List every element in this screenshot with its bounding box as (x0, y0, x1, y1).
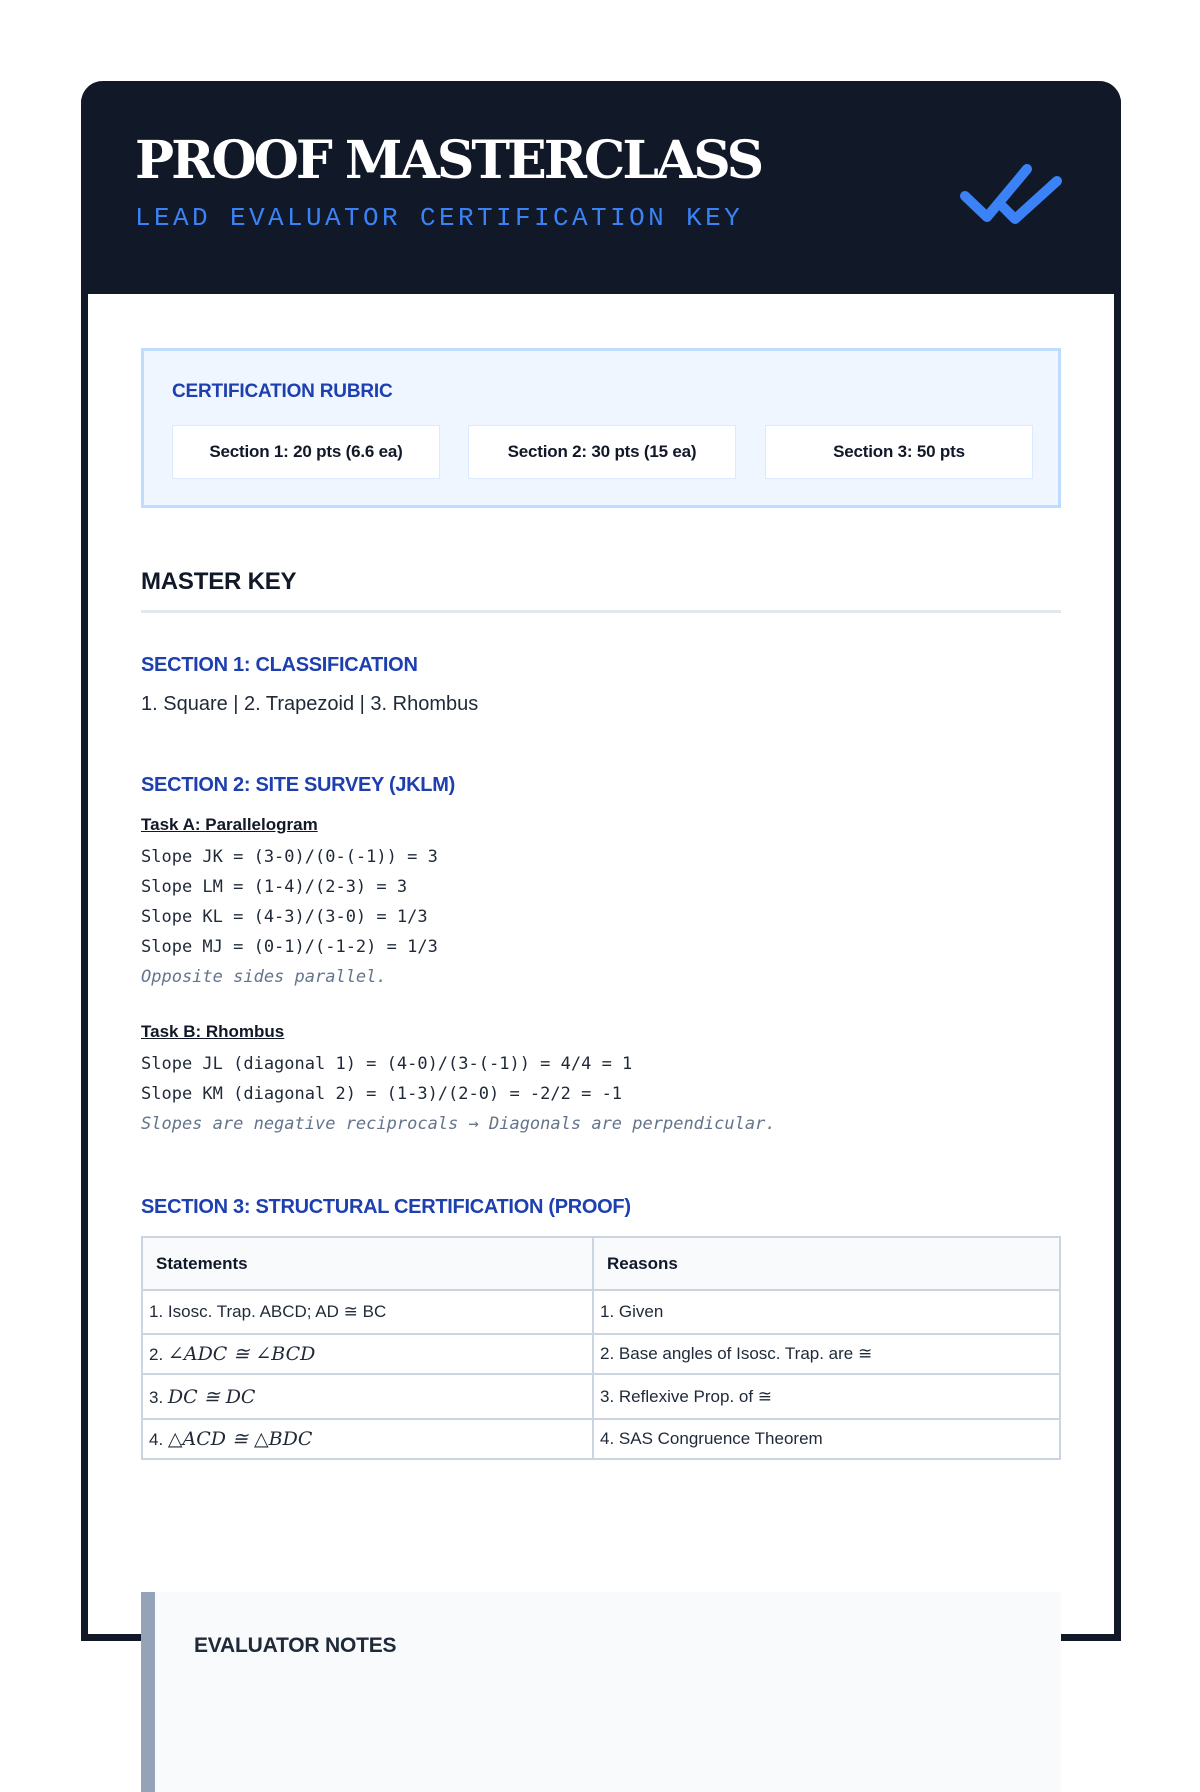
section-2-title: SECTION 2: SITE SURVEY (JKLM) (141, 774, 455, 796)
reason-cell: 2. Base angles of Isosc. Trap. are ≅ (593, 1334, 1060, 1374)
task-b-label: Task B: Rhombus (141, 1022, 285, 1041)
section-1-answers: 1. Square | 2. Trapezoid | 3. Rhombus (141, 693, 479, 715)
table-row (142, 1374, 1060, 1419)
statement-number: 2. (149, 1345, 164, 1364)
evaluator-notes (141, 1592, 1061, 1792)
statement-cell (142, 1374, 593, 1419)
task-a-label: Task A: Parallelogram (141, 815, 318, 834)
table-row (142, 1419, 1060, 1459)
rubric-item-section-2: Section 2: 30 pts (15 ea) (468, 425, 736, 479)
double-check-icon (961, 151, 1071, 231)
statement-cell (142, 1419, 593, 1459)
page-title: PROOF MASTERCLASS (135, 130, 762, 191)
task-a-line: Slope LM = (1-4)/(2-3) = 3 (141, 877, 408, 897)
certification-rubric (141, 348, 1061, 508)
statement-cell (142, 1290, 593, 1334)
statements-header: Statements (142, 1237, 593, 1290)
table-row (142, 1334, 1060, 1374)
proof-header-row (142, 1237, 1060, 1290)
task-a-note: Opposite sides parallel. (141, 967, 387, 987)
rubric-item-section-3: Section 3: 50 pts (765, 425, 1033, 479)
statement-number: 4. (149, 1430, 164, 1449)
task-a-line: Slope KL = (4-3)/(3-0) = 1/3 (141, 907, 428, 927)
statement-cell (142, 1334, 593, 1374)
proof-table (141, 1236, 1061, 1460)
task-b-line: Slope KM (diagonal 2) = (1-3)/(2-0) = -2/2 = -1 (141, 1084, 623, 1104)
reason-cell: 3. Reflexive Prop. of ≅ (593, 1374, 1060, 1419)
section-1-title: SECTION 1: CLASSIFICATION (141, 654, 418, 676)
statement-number: 1. (149, 1302, 164, 1321)
task-a-line: Slope MJ = (0-1)/(-1-2) = 1/3 (141, 937, 438, 957)
task-b-line: Slope JL (diagonal 1) = (4-0)/(3-(-1)) = 4/4 = 1 (141, 1054, 633, 1074)
table-row (142, 1290, 1060, 1334)
header-banner (81, 81, 1121, 294)
reason-cell: 1. Given (593, 1290, 1060, 1334)
reasons-header: Reasons (593, 1237, 1060, 1290)
rubric-title: CERTIFICATION RUBRIC (172, 381, 393, 402)
divider (141, 610, 1061, 613)
reason-cell: 4. SAS Congruence Theorem (593, 1419, 1060, 1459)
evaluator-notes-title: EVALUATOR NOTES (194, 1634, 397, 1657)
statement-text: Isosc. Trap. ABCD; AD ≅ BC (167, 1302, 387, 1321)
master-key-heading: MASTER KEY (141, 568, 297, 595)
page-subtitle: LEAD EVALUATOR CERTIFICATION KEY (135, 203, 744, 233)
statement-text: ∠ADC ≅ ∠BCD (167, 1343, 316, 1365)
answer-key-card (81, 81, 1121, 1657)
statement-number: 3. (149, 1387, 164, 1407)
section-3-title: SECTION 3: STRUCTURAL CERTIFICATION (PROOF) (141, 1196, 631, 1218)
task-b-note: Slopes are negative reciprocals → Diagonals are perpendicular. (141, 1114, 776, 1134)
rubric-item-section-1: Section 1: 20 pts (6.6 ea) (172, 425, 440, 479)
statement-text: △ACD ≅ △BDC (167, 1428, 313, 1450)
statement-text: DC ≅ DC (167, 1385, 256, 1408)
task-a-line: Slope JK = (3-0)/(0-(-1)) = 3 (141, 847, 438, 867)
